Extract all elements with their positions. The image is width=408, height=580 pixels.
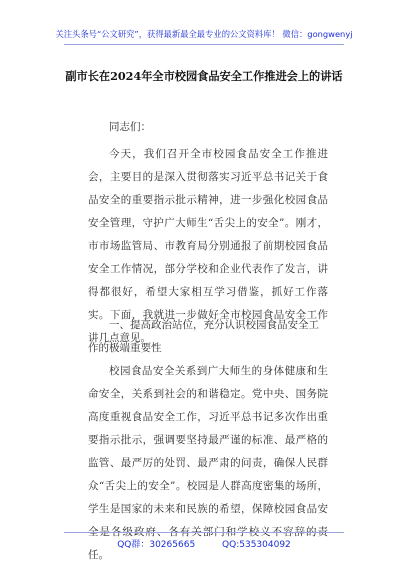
greeting: 同志们： <box>109 121 151 133</box>
section-heading-1: 一、提高政治站位，充分认识校园食品安全工作的极端重要性 <box>88 319 319 354</box>
header-banner: 关注头条号“公文研究”，获得最新最全最专业的公文资料库！ 微信：gongwenyj <box>55 29 353 39</box>
document-title: 副市长在2024年全市校园食品安全工作推进会上的讲话 <box>65 69 343 83</box>
paragraph-section-1: 校园食品安全关系到广大师生的身体健康和生命安全，关系到社会的和谐稳定。党中央、国务院高度重视食品安全工作，习近平总书记多次作出重要指示批示，强调要坚持最严谨的标准、最严格的监管、最严厉的处罚、最严肃的问责，确保人民群众“舌尖上的安全”。校园是人群高度密集的场所，学生是国家的未来和民族的希望，保障校园食品安全是各级政府、各有关部门和学校义不容辞的责任。 <box>88 365 328 561</box>
footer-divider <box>64 532 344 533</box>
header-divider <box>64 44 344 45</box>
paragraph-intro: 今天，我们召开全市校园食品安全工作推进会，主要目的是深入贯彻落实习近平总书记关于食品安全的重要指示批示精神，进一步强化校园食品安全管理，守护广大师生“舌尖上的安全”。刚才，市市场监管局、市教育局分别通报了前期校园食品安全工作情况，部分学校和企业代表作了发言，讲得都很好，希望大家相互学习借鉴，抓好工作落实。下面，我就进一步做好全市校园食品安全工作讲几点意见。 <box>88 148 328 344</box>
footer-qq-number: QQ:535304092 <box>222 540 291 550</box>
footer <box>0 537 408 550</box>
footer-qq-group: QQ群：30265665 <box>117 540 196 550</box>
